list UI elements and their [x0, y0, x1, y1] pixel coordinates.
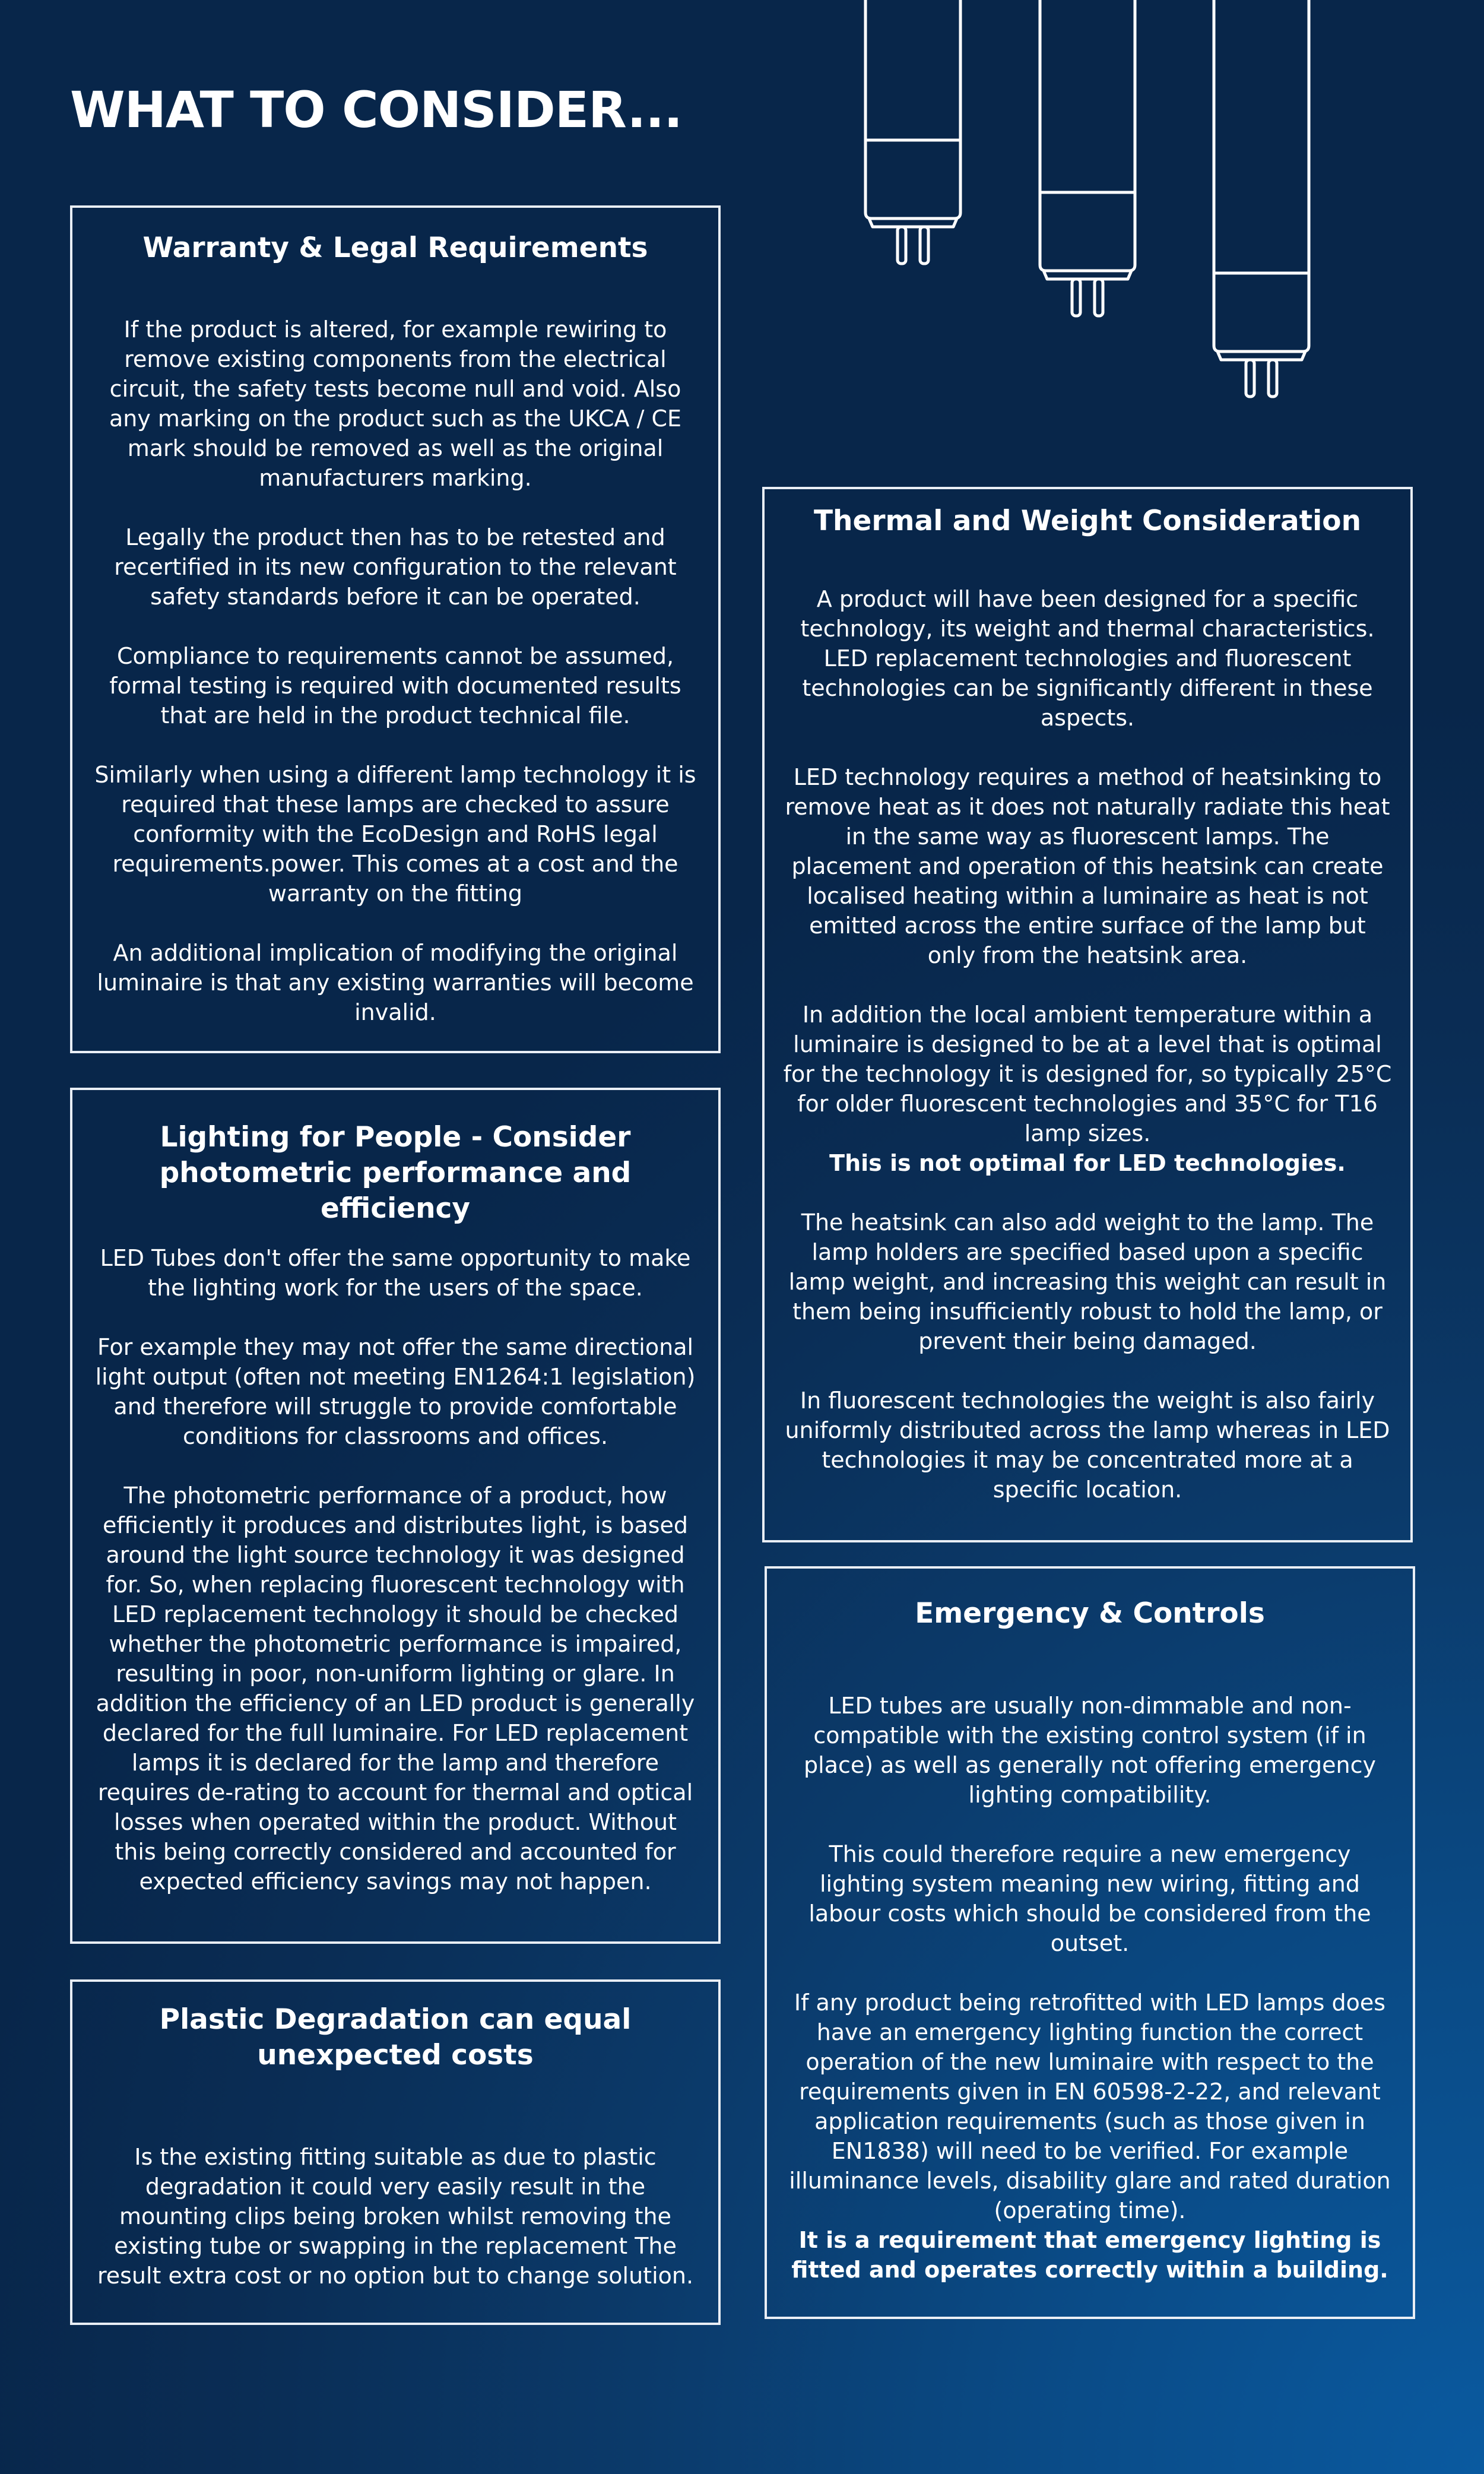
warranty-title: Warranty & Legal Requirements: [142, 232, 648, 264]
led-tube-icon: [865, 0, 960, 264]
emergency-highlight: It is a requirement that emergency lighting is fitted and operates correctly within a building.: [791, 2227, 1388, 2283]
thermal-card: [762, 487, 1413, 1542]
lighting-paragraph: The photometric performance of a product, how efficiently it produces and distributes light, is based around the light source technology it was designed for. So, when replacing fluorescent technology with LED replacement technology it should be checked whether the photometric performance is impaired, resulting in poor, non-uniform lighting or glare. In addition the efficiency of an LED product is generally declared for the full luminaire. For LED replacement lamps it is declared for the lamp and therefore requires de-rating to account for thermal and optical losses when operated within the product. Without this being correctly considered and accounted for expected efficiency savings may not happen.: [96, 1483, 695, 1895]
warranty-paragraph: Similarly when using a different lamp technology it is required that these lamps are checked to assure conformity with the EcoDesign and RoHS legal requirements.power. This comes at a cost and the warranty on the fitting: [94, 762, 696, 907]
thermal-paragraph: A product will have been designed for a specific technology, its weight and thermal characteristics. LED replacement technologies and fluorescent technologies can be significantly different in these aspects.: [800, 586, 1375, 731]
thermal-highlight: This is not optimal for LED technologies.: [829, 1150, 1346, 1176]
emergency-title: Emergency & Controls: [915, 1597, 1265, 1630]
warranty-paragraph: If the product is altered, for example rewiring to remove existing components from the electrical circuit, the safety tests become null and void. Also any marking on the product such as the UKCA / CE mark should be removed as well as the original manufacturers marking.: [109, 316, 682, 491]
emergency-card: [765, 1566, 1415, 2319]
led-tube-icon: [1040, 0, 1135, 316]
led-tube-icon: [1214, 0, 1309, 397]
warranty-paragraph: Legally the product then has to be retested and recertified in its new configuration to the relevant safety standards before it can be operated.: [114, 524, 677, 610]
lighting-title: Lighting for People - Consider photometric performance and efficiency: [159, 1121, 632, 1225]
warranty-paragraph: An additional implication of modifying the original luminaire is that any existing warranties will become invalid.: [97, 940, 694, 1025]
warranty-paragraph: Compliance to requirements cannot be assumed, formal testing is required with documented results that are held in the product technical file.: [109, 643, 681, 728]
thermal-paragraph: In fluorescent technologies the weight is also fairly uniformly distributed across the lamp whereas in LED technologies it may be concentrated more at a specific location.: [785, 1388, 1390, 1503]
plastic-paragraph: Is the existing fitting suitable as due to plastic degradation it could very easily result in the mounting clips being broken whilst removing the existing tube or swapping in the replacement The result extra cost or no option but to change solution.: [97, 2144, 694, 2289]
thermal-paragraph: LED technology requires a method of heatsinking to remove heat as it does not naturally radiate this heat in the same way as fluorescent lamps. The placement and operation of this heatsink can create localised heating within a luminaire as heat is not emitted across the entire surface of the lamp but only from the heatsink area.: [785, 764, 1390, 968]
thermal-title: Thermal and Weight Consideration: [813, 505, 1362, 537]
plastic-title: Plastic Degradation can equal unexpected costs: [159, 2003, 632, 2071]
thermal-paragraph: The heatsink can also add weight to the lamp. The lamp holders are specified based upon a specific lamp weight, and increasing this weight can result in them being insufficiently robust to hold the lamp, or prevent their being damaged.: [788, 1209, 1387, 1354]
emergency-paragraph: This could therefore require a new emergency lighting system meaning new wiring, fitting and labour costs which should be considered from the outset.: [808, 1841, 1371, 1956]
lighting-paragraph: For example they may not offer the same directional light output (often not meeting EN1264:1 legislation) and therefore will struggle to provide comfortable conditions for classrooms and offices.: [95, 1334, 696, 1449]
lighting-paragraph: LED Tubes don't offer the same opportunity to make the lighting work for the users of the space.: [100, 1245, 691, 1301]
warranty-card: [70, 205, 721, 1053]
lighting-card: [70, 1088, 721, 1944]
led-tubes-illustration: [855, 0, 1330, 404]
emergency-paragraph: LED tubes are usually non-dimmable and non-compatible with the existing control system (if in place) as well as generally not offering emergency lighting compatibility.: [804, 1693, 1376, 1808]
page-title: WHAT TO CONSIDER...: [70, 81, 683, 139]
emergency-paragraph: If any product being retrofitted with LED lamps does have an emergency lighting function the correct operation of the new luminaire with respect to the requirements given in EN 60598-2-22, and relevant application requirements (such as those given in EN1838) will need to be verified. For example illuminance levels, disability glare and rated duration (operating time).: [789, 1990, 1391, 2223]
plastic-card: [70, 1979, 721, 2325]
thermal-paragraph: In addition the local ambient temperature within a luminaire is designed to be at a level that is optimal for the technology it is designed for, so typically 25°C for older fluorescent technologies and 35°C for T16 lamp sizes.: [783, 1002, 1392, 1146]
